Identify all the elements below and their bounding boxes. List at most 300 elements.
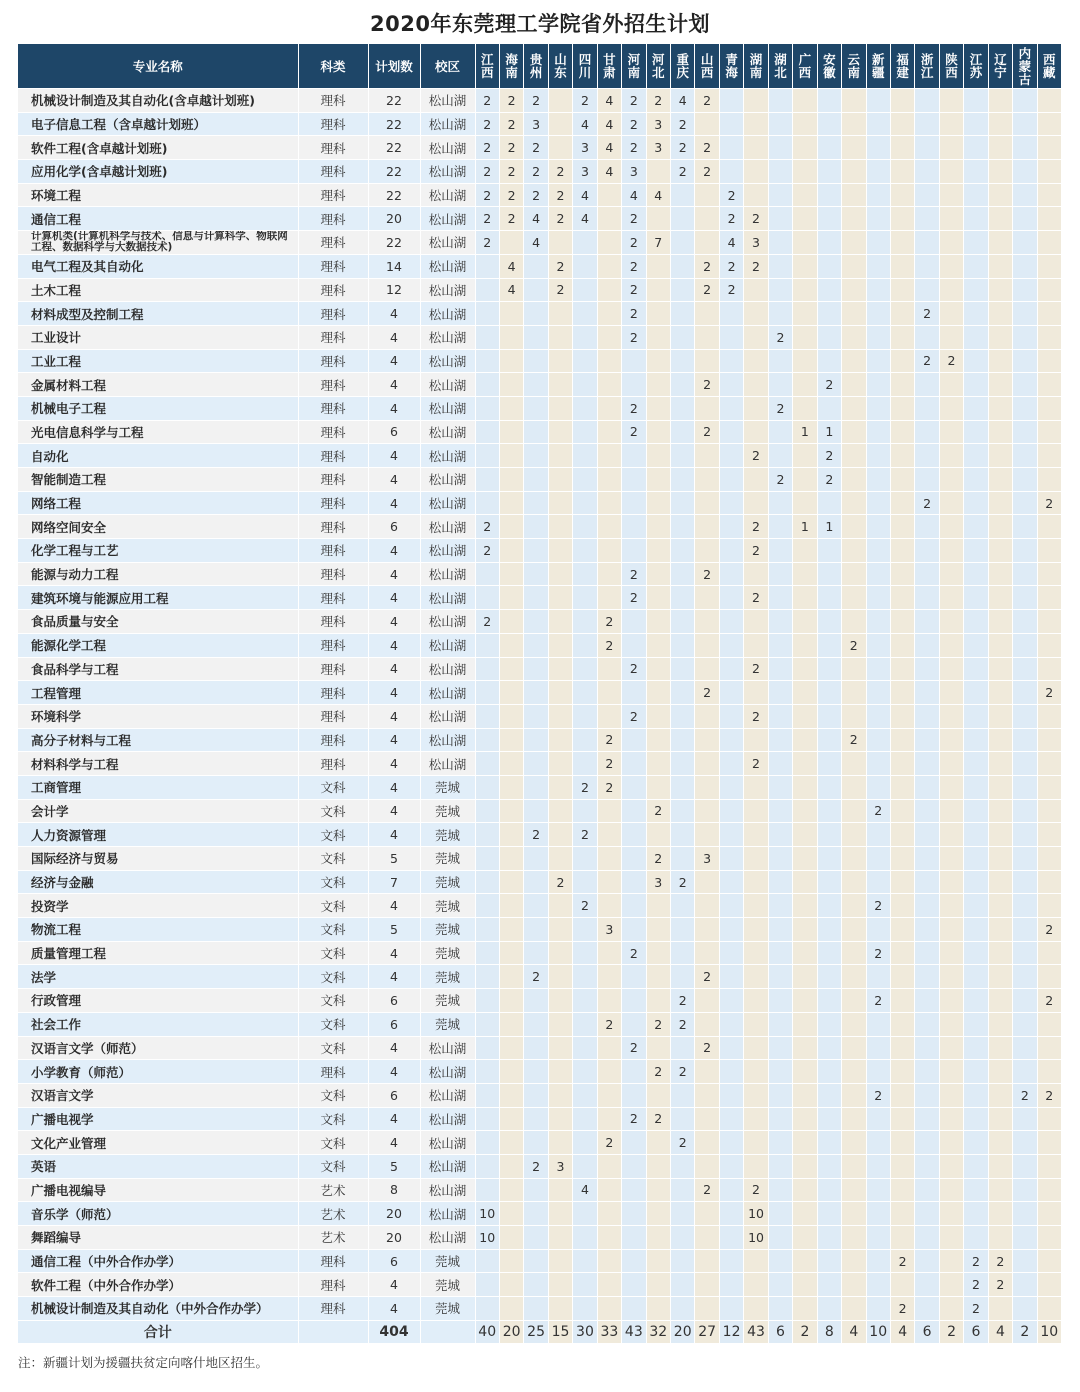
province-quota-cell xyxy=(695,231,719,255)
province-quota-cell xyxy=(695,752,719,776)
province-quota-cell xyxy=(768,1083,792,1107)
province-quota-cell xyxy=(1013,1178,1037,1202)
campus-cell: 莞城 xyxy=(420,799,475,823)
province-quota-cell xyxy=(548,681,572,705)
province-quota-cell: 2 xyxy=(866,1083,890,1107)
province-quota-cell xyxy=(988,539,1012,563)
campus-cell: 莞城 xyxy=(420,1297,475,1321)
province-total-cell: 20 xyxy=(499,1320,523,1344)
major-name-cell: 广播电视学 xyxy=(18,1107,298,1131)
major-name-cell: 电气工程及其自动化 xyxy=(18,254,298,278)
province-quota-cell xyxy=(1013,1107,1037,1131)
province-quota-cell xyxy=(915,633,939,657)
province-quota-cell xyxy=(622,847,646,871)
province-quota-cell xyxy=(842,918,866,942)
province-quota-cell xyxy=(646,752,670,776)
province-total-cell: 8 xyxy=(817,1320,841,1344)
province-quota-cell xyxy=(1037,515,1061,539)
province-quota-cell xyxy=(548,1036,572,1060)
province-quota-cell xyxy=(475,562,499,586)
province-quota-cell xyxy=(964,870,988,894)
province-quota-cell xyxy=(622,444,646,468)
province-quota-cell xyxy=(1013,610,1037,634)
province-quota-cell xyxy=(671,752,695,776)
province-quota-cell xyxy=(597,1249,621,1273)
province-quota-cell xyxy=(719,136,743,160)
province-quota-cell xyxy=(768,941,792,965)
province-quota-cell xyxy=(842,989,866,1013)
province-quota-cell xyxy=(842,302,866,326)
province-quota-cell xyxy=(646,373,670,397)
province-quota-cell xyxy=(1037,468,1061,492)
province-quota-cell: 2 xyxy=(597,610,621,634)
campus-cell: 松山湖 xyxy=(420,681,475,705)
table-body xyxy=(18,89,1062,1344)
province-quota-cell xyxy=(964,965,988,989)
province-quota-cell xyxy=(915,894,939,918)
province-quota-cell xyxy=(671,1297,695,1321)
province-quota-cell xyxy=(988,965,1012,989)
province-quota-cell xyxy=(499,1083,523,1107)
header-province: 云 南 xyxy=(842,44,866,89)
province-quota-cell xyxy=(939,1036,963,1060)
province-quota-cell xyxy=(573,586,597,610)
province-quota-cell xyxy=(1037,1202,1061,1226)
province-quota-cell: 2 xyxy=(671,989,695,1013)
province-quota-cell xyxy=(719,515,743,539)
province-quota-cell: 1 xyxy=(817,420,841,444)
province-quota-cell xyxy=(1037,799,1061,823)
province-quota-cell: 2 xyxy=(475,610,499,634)
province-quota-cell xyxy=(939,1131,963,1155)
province-quota-cell xyxy=(695,468,719,492)
province-quota-cell xyxy=(695,1273,719,1297)
province-quota-cell xyxy=(964,894,988,918)
province-quota-cell: 2 xyxy=(622,562,646,586)
province-quota-cell xyxy=(622,775,646,799)
province-total-cell: 2 xyxy=(939,1320,963,1344)
province-quota-cell xyxy=(719,610,743,634)
province-quota-cell xyxy=(1013,847,1037,871)
category-cell: 理科 xyxy=(298,1297,368,1321)
province-quota-cell xyxy=(475,799,499,823)
province-quota-cell xyxy=(719,870,743,894)
campus-cell: 莞城 xyxy=(420,918,475,942)
province-quota-cell xyxy=(939,515,963,539)
province-quota-cell xyxy=(915,989,939,1013)
province-quota-cell xyxy=(671,1273,695,1297)
province-quota-cell: 2 xyxy=(622,207,646,231)
province-quota-cell xyxy=(671,894,695,918)
province-quota-cell xyxy=(890,894,914,918)
province-quota-cell xyxy=(988,823,1012,847)
province-quota-cell xyxy=(988,373,1012,397)
province-quota-cell xyxy=(1037,562,1061,586)
province-quota-cell: 2 xyxy=(1037,491,1061,515)
province-quota-cell: 3 xyxy=(597,918,621,942)
province-quota-cell xyxy=(939,610,963,634)
province-quota-cell xyxy=(744,989,768,1013)
province-quota-cell xyxy=(842,657,866,681)
province-quota-cell xyxy=(719,633,743,657)
province-quota-cell: 2 xyxy=(622,254,646,278)
province-quota-cell xyxy=(719,989,743,1013)
province-quota-cell xyxy=(939,752,963,776)
province-quota-cell: 4 xyxy=(646,183,670,207)
province-quota-cell: 2 xyxy=(499,112,523,136)
province-quota-cell xyxy=(719,728,743,752)
province-quota-cell: 2 xyxy=(695,965,719,989)
province-quota-cell xyxy=(964,1226,988,1250)
province-quota-cell xyxy=(915,325,939,349)
table-row xyxy=(18,254,1062,278)
province-quota-cell xyxy=(768,373,792,397)
province-quota-cell: 2 xyxy=(939,349,963,373)
province-quota-cell xyxy=(573,1273,597,1297)
province-quota-cell: 2 xyxy=(915,349,939,373)
province-quota-cell xyxy=(499,1107,523,1131)
province-quota-cell xyxy=(890,160,914,184)
plan-count-cell: 20 xyxy=(368,1226,420,1250)
province-quota-cell xyxy=(548,231,572,255)
province-quota-cell: 2 xyxy=(548,278,572,302)
province-quota-cell xyxy=(866,515,890,539)
campus-cell: 松山湖 xyxy=(420,302,475,326)
plan-count-cell: 5 xyxy=(368,1154,420,1178)
province-quota-cell xyxy=(573,539,597,563)
province-quota-cell xyxy=(475,444,499,468)
province-quota-cell: 2 xyxy=(548,207,572,231)
province-quota-cell xyxy=(524,491,548,515)
province-quota-cell xyxy=(1037,1226,1061,1250)
province-quota-cell xyxy=(939,136,963,160)
province-quota-cell xyxy=(695,870,719,894)
province-quota-cell xyxy=(1013,965,1037,989)
category-cell: 文科 xyxy=(298,894,368,918)
province-quota-cell xyxy=(744,1036,768,1060)
plan-count-cell: 22 xyxy=(368,160,420,184)
province-quota-cell: 2 xyxy=(622,89,646,113)
province-quota-cell xyxy=(793,325,817,349)
province-quota-cell: 4 xyxy=(597,112,621,136)
province-total-cell: 12 xyxy=(719,1320,743,1344)
province-quota-cell xyxy=(866,1226,890,1250)
province-quota-cell xyxy=(524,799,548,823)
campus-cell: 松山湖 xyxy=(420,373,475,397)
province-quota-cell xyxy=(695,1012,719,1036)
province-quota-cell xyxy=(890,799,914,823)
province-quota-cell xyxy=(646,160,670,184)
province-quota-cell xyxy=(548,633,572,657)
province-quota-cell xyxy=(988,1154,1012,1178)
province-quota-cell: 2 xyxy=(671,136,695,160)
plan-count-cell: 4 xyxy=(368,799,420,823)
province-quota-cell xyxy=(768,515,792,539)
province-quota-cell xyxy=(1013,89,1037,113)
province-quota-cell: 2 xyxy=(475,183,499,207)
province-quota-cell xyxy=(548,1083,572,1107)
province-quota-cell xyxy=(964,373,988,397)
table-row xyxy=(18,89,1062,113)
province-quota-cell: 3 xyxy=(695,847,719,871)
province-quota-cell xyxy=(1037,728,1061,752)
category-cell: 文科 xyxy=(298,847,368,871)
province-quota-cell xyxy=(915,1249,939,1273)
province-quota-cell: 4 xyxy=(719,231,743,255)
province-quota-cell xyxy=(939,728,963,752)
province-quota-cell xyxy=(890,752,914,776)
province-quota-cell xyxy=(744,468,768,492)
plan-count-cell: 4 xyxy=(368,1060,420,1084)
province-quota-cell xyxy=(817,112,841,136)
province-quota-cell: 2 xyxy=(744,1178,768,1202)
province-quota-cell xyxy=(866,1273,890,1297)
province-quota-cell xyxy=(866,823,890,847)
province-quota-cell xyxy=(524,562,548,586)
province-quota-cell xyxy=(939,278,963,302)
province-quota-cell: 2 xyxy=(573,89,597,113)
category-cell: 文科 xyxy=(298,965,368,989)
province-quota-cell xyxy=(548,965,572,989)
plan-count-cell: 5 xyxy=(368,847,420,871)
province-quota-cell xyxy=(988,444,1012,468)
province-quota-cell: 2 xyxy=(964,1297,988,1321)
province-quota-cell xyxy=(939,207,963,231)
province-quota-cell xyxy=(842,183,866,207)
province-quota-cell xyxy=(939,160,963,184)
province-quota-cell xyxy=(890,1273,914,1297)
province-quota-cell xyxy=(475,847,499,871)
province-quota-cell xyxy=(890,231,914,255)
province-quota-cell xyxy=(1013,278,1037,302)
province-quota-cell xyxy=(1013,207,1037,231)
province-quota-cell xyxy=(866,752,890,776)
province-quota-cell xyxy=(890,349,914,373)
province-total-cell: 6 xyxy=(768,1320,792,1344)
province-total-cell: 30 xyxy=(573,1320,597,1344)
province-quota-cell xyxy=(719,847,743,871)
province-quota-cell xyxy=(817,965,841,989)
header-province: 重 庆 xyxy=(671,44,695,89)
province-quota-cell xyxy=(597,373,621,397)
province-quota-cell xyxy=(646,965,670,989)
province-quota-cell xyxy=(695,633,719,657)
province-quota-cell xyxy=(915,775,939,799)
table-row xyxy=(18,1012,1062,1036)
province-quota-cell: 2 xyxy=(622,396,646,420)
province-quota-cell xyxy=(1013,515,1037,539)
province-quota-cell xyxy=(622,1273,646,1297)
province-quota-cell xyxy=(1013,681,1037,705)
province-quota-cell xyxy=(866,681,890,705)
province-quota-cell xyxy=(793,728,817,752)
province-quota-cell xyxy=(548,1226,572,1250)
province-quota-cell xyxy=(622,515,646,539)
province-quota-cell xyxy=(793,373,817,397)
province-quota-cell: 2 xyxy=(475,136,499,160)
province-quota-cell xyxy=(1013,633,1037,657)
province-quota-cell xyxy=(866,1012,890,1036)
table-row xyxy=(18,491,1062,515)
province-quota-cell xyxy=(671,1226,695,1250)
province-quota-cell xyxy=(719,396,743,420)
province-quota-cell xyxy=(890,207,914,231)
province-quota-cell xyxy=(1013,444,1037,468)
province-quota-cell xyxy=(548,468,572,492)
header-province: 四 川 xyxy=(573,44,597,89)
province-quota-cell: 2 xyxy=(744,539,768,563)
province-quota-cell xyxy=(646,704,670,728)
province-quota-cell xyxy=(671,1083,695,1107)
province-quota-cell: 2 xyxy=(719,254,743,278)
total-campus-cell xyxy=(420,1320,475,1344)
province-quota-cell xyxy=(842,1273,866,1297)
province-quota-cell: 2 xyxy=(842,633,866,657)
province-quota-cell xyxy=(695,396,719,420)
table-row xyxy=(18,444,1062,468)
province-quota-cell xyxy=(671,657,695,681)
province-quota-cell xyxy=(793,278,817,302)
province-quota-cell xyxy=(646,1249,670,1273)
province-quota-cell xyxy=(817,231,841,255)
province-quota-cell xyxy=(1037,847,1061,871)
province-quota-cell xyxy=(988,704,1012,728)
province-quota-cell xyxy=(744,870,768,894)
province-quota-cell xyxy=(1013,799,1037,823)
province-quota-cell: 1 xyxy=(793,515,817,539)
province-quota-cell xyxy=(1013,420,1037,444)
major-name-cell: 环境科学 xyxy=(18,704,298,728)
plan-count-cell: 6 xyxy=(368,1249,420,1273)
province-quota-cell xyxy=(475,325,499,349)
province-quota-cell xyxy=(475,775,499,799)
province-quota-cell xyxy=(939,965,963,989)
province-quota-cell xyxy=(866,89,890,113)
province-quota-cell xyxy=(890,1060,914,1084)
province-quota-cell xyxy=(671,965,695,989)
province-quota-cell xyxy=(793,136,817,160)
campus-cell: 松山湖 xyxy=(420,704,475,728)
province-total-cell: 6 xyxy=(915,1320,939,1344)
province-quota-cell xyxy=(793,1273,817,1297)
province-quota-cell xyxy=(768,1131,792,1155)
plan-count-cell: 4 xyxy=(368,941,420,965)
province-quota-cell xyxy=(866,1202,890,1226)
province-quota-cell xyxy=(817,823,841,847)
province-quota-cell xyxy=(744,136,768,160)
province-quota-cell xyxy=(988,1226,1012,1250)
province-quota-cell xyxy=(646,1202,670,1226)
major-name-cell: 食品科学与工程 xyxy=(18,657,298,681)
province-quota-cell xyxy=(475,1297,499,1321)
header-campus: 校区 xyxy=(420,44,475,89)
province-quota-cell xyxy=(988,1107,1012,1131)
category-cell: 理科 xyxy=(298,610,368,634)
province-quota-cell xyxy=(744,941,768,965)
province-quota-cell: 2 xyxy=(671,112,695,136)
province-quota-cell xyxy=(964,468,988,492)
province-quota-cell xyxy=(548,1178,572,1202)
category-cell: 理科 xyxy=(298,515,368,539)
province-quota-cell xyxy=(964,1202,988,1226)
campus-cell: 松山湖 xyxy=(420,231,475,255)
province-quota-cell: 4 xyxy=(524,207,548,231)
province-quota-cell xyxy=(573,278,597,302)
plan-count-cell: 4 xyxy=(368,396,420,420)
province-quota-cell xyxy=(1037,775,1061,799)
province-quota-cell xyxy=(1037,1178,1061,1202)
major-name-cell: 英语 xyxy=(18,1154,298,1178)
province-quota-cell: 2 xyxy=(1037,918,1061,942)
province-quota-cell xyxy=(622,681,646,705)
header-province: 海 南 xyxy=(499,44,523,89)
table-row xyxy=(18,349,1062,373)
province-quota-cell xyxy=(646,207,670,231)
province-quota-cell: 2 xyxy=(1037,989,1061,1013)
province-quota-cell xyxy=(793,870,817,894)
province-quota-cell: 3 xyxy=(548,1154,572,1178)
province-quota-cell xyxy=(964,278,988,302)
province-quota-cell xyxy=(988,231,1012,255)
province-quota-cell xyxy=(671,325,695,349)
province-quota-cell xyxy=(964,112,988,136)
province-quota-cell xyxy=(793,231,817,255)
province-quota-cell xyxy=(890,89,914,113)
province-quota-cell xyxy=(1037,539,1061,563)
plan-count-cell: 4 xyxy=(368,894,420,918)
province-quota-cell xyxy=(793,1012,817,1036)
province-quota-cell xyxy=(475,1036,499,1060)
province-quota-cell: 1 xyxy=(817,515,841,539)
category-cell: 理科 xyxy=(298,1060,368,1084)
province-quota-cell: 2 xyxy=(695,89,719,113)
province-quota-cell xyxy=(890,1036,914,1060)
province-quota-cell xyxy=(622,1297,646,1321)
province-quota-cell xyxy=(646,278,670,302)
province-quota-cell xyxy=(988,302,1012,326)
province-quota-cell xyxy=(939,633,963,657)
province-quota-cell xyxy=(842,1012,866,1036)
province-quota-cell: 4 xyxy=(573,183,597,207)
province-quota-cell xyxy=(695,1131,719,1155)
province-quota-cell xyxy=(524,1083,548,1107)
province-quota-cell xyxy=(695,775,719,799)
province-quota-cell xyxy=(573,989,597,1013)
province-quota-cell xyxy=(597,1036,621,1060)
province-quota-cell: 2 xyxy=(622,586,646,610)
category-cell: 理科 xyxy=(298,562,368,586)
province-quota-cell xyxy=(890,112,914,136)
province-quota-cell xyxy=(597,704,621,728)
province-quota-cell xyxy=(915,1154,939,1178)
province-quota-cell xyxy=(573,468,597,492)
province-quota-cell xyxy=(866,136,890,160)
province-quota-cell: 2 xyxy=(768,468,792,492)
province-quota-cell xyxy=(524,1107,548,1131)
province-quota-cell xyxy=(695,1226,719,1250)
province-quota-cell: 2 xyxy=(646,1107,670,1131)
province-quota-cell xyxy=(622,965,646,989)
province-quota-cell xyxy=(817,183,841,207)
province-quota-cell xyxy=(842,1249,866,1273)
province-quota-cell xyxy=(939,847,963,871)
header-province: 江 苏 xyxy=(964,44,988,89)
province-quota-cell xyxy=(890,254,914,278)
table-row xyxy=(18,870,1062,894)
province-quota-cell xyxy=(524,941,548,965)
province-quota-cell xyxy=(793,491,817,515)
table-row xyxy=(18,989,1062,1013)
